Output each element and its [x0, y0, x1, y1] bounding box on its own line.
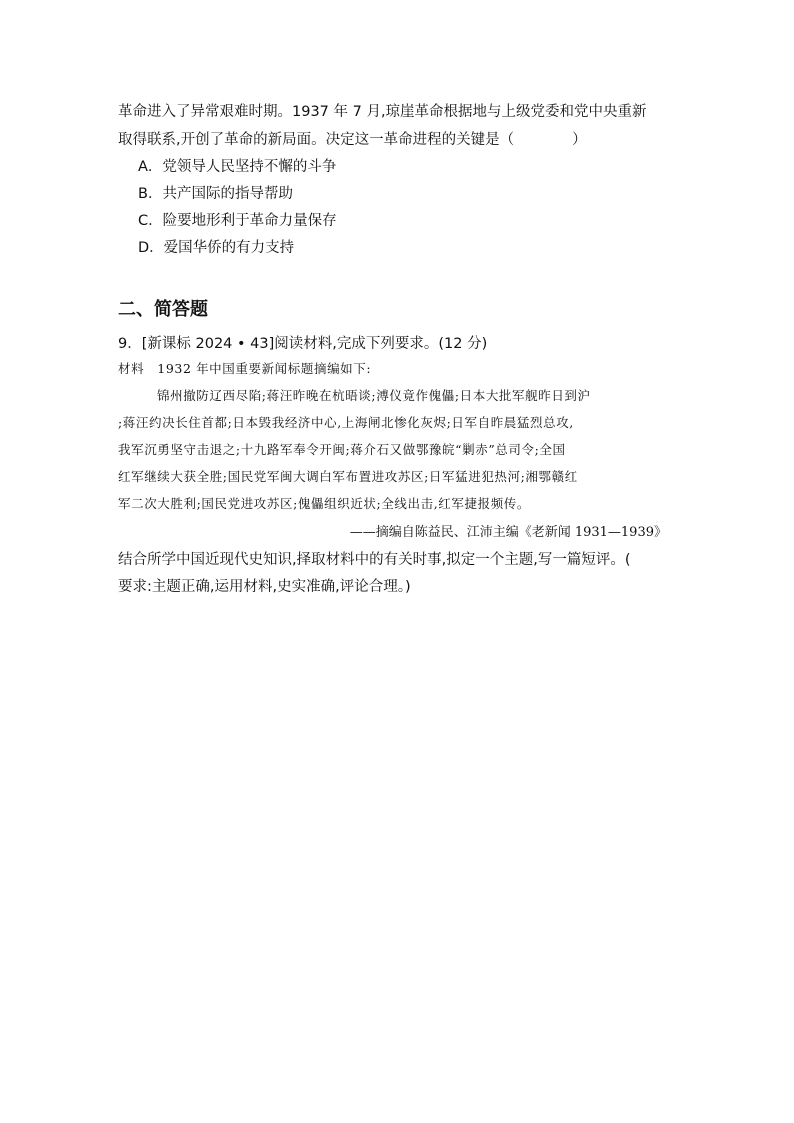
q9-material-line-3: 我军沉勇坚守击退之;十九路军奉令开闽;蒋介石又做鄂豫皖“剿赤”总司令;全国	[118, 442, 566, 457]
q9-requirement-line-1: 结合所学中国近现代史知识,择取材料中的有关时事,拟定一个主题,写一篇短评。(	[118, 552, 631, 568]
q8-option-a: A．党领导人民坚持不懈的斗争	[138, 159, 337, 175]
q9-header: 9．[新课标 2024 • 43]阅读材料,完成下列要求。(12 分)	[118, 336, 488, 352]
q9-material-line-2: ;蒋汪约决长住首都;日本毁我经济中心,上海闸北惨化灰烬;日军自昨晨猛烈总攻,	[118, 415, 574, 430]
q9-requirement-line-2: 要求:主题正确,运用材料,史实准确,评论合理。)	[118, 579, 411, 595]
q8-option-c: C．险要地形利于革命力量保存	[138, 213, 337, 229]
q9-material-source: ——摘编自陈益民、江沛主编《老新闻 1931—1939》	[349, 525, 667, 540]
q8-option-b: B．共产国际的指导帮助	[138, 186, 293, 202]
q9-material-line-5: 军二次大胜利;国民党进攻苏区;傀儡组织近状;全线出击,红军捷报频传。	[118, 496, 531, 511]
section-title: 二、简答题	[118, 299, 208, 320]
q8-stem-line-2: 取得联系,开创了革命的新局面。决定这一革命进程的关键是（ ）	[118, 132, 587, 148]
q9-material-label: 材料 1932 年中国重要新闻标题摘编如下:	[118, 361, 372, 376]
q8-option-d: D．爱国华侨的有力支持	[138, 240, 295, 256]
q8-stem-line-1: 革命进入了异常艰难时期。1937 年 7 月,琼崖革命根据地与上级党委和党中央重新	[118, 104, 647, 120]
q9-material-line-1: 锦州撤防辽西尽陷;蒋汪昨晚在杭晤谈;溥仪竟作傀儡;日本大批军舰昨日到沪	[157, 388, 591, 403]
q9-material-line-4: 红军继续大获全胜;国民党军闽大调白军布置进攻苏区;日军猛进犯热河;湘鄂赣红	[118, 469, 578, 484]
